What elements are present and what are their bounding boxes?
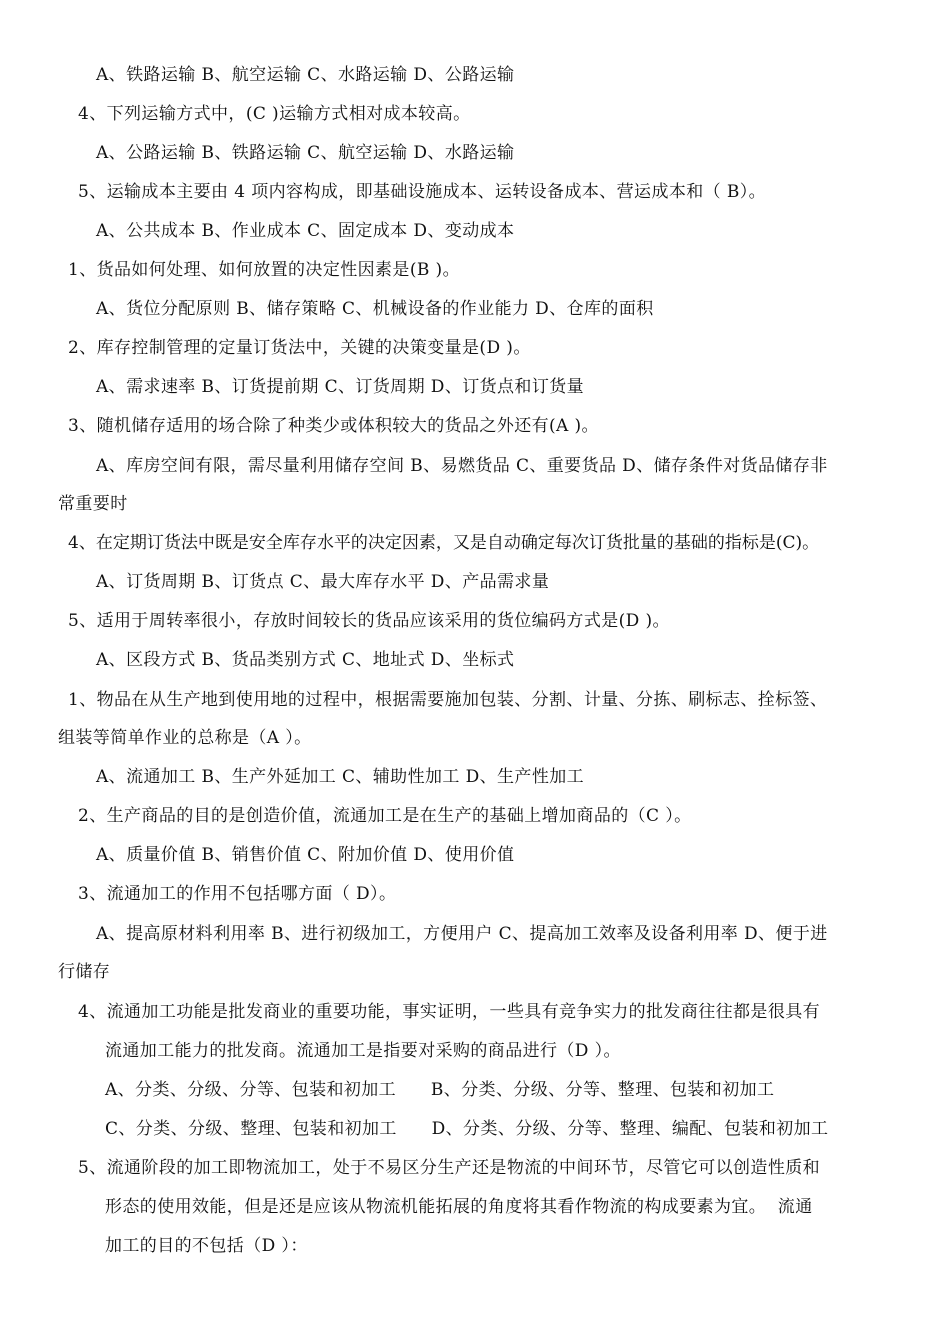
question-line-continued: 加工的目的不包括（D ）： [105,1236,308,1256]
question-line-continued: 组装等简单作业的总称是（A ）。 [58,728,312,748]
question-line: 4、下列运输方式中，(C )运输方式相对成本较高。 [78,104,471,124]
question-line: 5、适用于周转率很小，存放时间较长的货品应该采用的货位编码方式是(D )。 [68,611,670,631]
question-line: 5、流通阶段的加工即物流加工，处于不易区分生产还是物流的中间环节，尽管它可以创造性质和 [78,1158,821,1178]
option-line: A、分类、分级、分等、包装和初加工 B、分类、分级、分等、整理、包装和初加工 [105,1080,775,1100]
option-line: A、铁路运输 B、航空运输 C、水路运输 D、公路运输 [96,65,515,85]
question-line: 1、货品如何处理、如何放置的决定性因素是(B )。 [68,260,460,280]
option-line: A、订货周期 B、订货点 C、最大库存水平 D、产品需求量 [96,572,550,592]
question-line: 5、运输成本主要由 4 项内容构成，即基础设施成本、运转设备成本、营运成本和（ B）。 [78,182,767,202]
option-line-continued: 行储存 [58,962,111,982]
question-line: 3、流通加工的作用不包括哪方面（ D）。 [78,884,397,904]
question-line: 3、随机储存适用的场合除了种类少或体积较大的货品之外还有(A )。 [68,416,599,436]
question-line: 4、在定期订货法中既是安全库存水平的决定因素，又是自动确定每次订货批量的基础的指标是(C)。 [68,533,820,553]
option-line: C、分类、分级、整理、包装和初加工 D、分类、分级、分等、整理、编配、包装和初加工 [105,1119,829,1139]
question-line-continued: 流通加工能力的批发商。流通加工是指要对采购的商品进行（D ）。 [105,1041,621,1061]
option-line: A、提高原材料利用率 B、进行初级加工，方便用户 C、提高加工效率及设备利用率 D、便于进 [96,924,828,944]
option-line: A、库房空间有限，需尽量利用储存空间 B、易燃货品 C、重要货品 D、储存条件对货品储存非 [96,456,828,476]
question-line: 1、物品在从生产地到使用地的过程中，根据需要施加包装、分割、计量、分拣、刷标志、拴标签、 [68,690,828,710]
option-line: A、货位分配原则 B、储存策略 C、机械设备的作业能力 D、仓库的面积 [96,299,654,319]
option-line: A、流通加工 B、生产外延加工 C、辅助性加工 D、生产性加工 [96,767,585,787]
option-line: A、公共成本 B、作业成本 C、固定成本 D、变动成本 [96,221,515,241]
option-line: A、需求速率 B、订货提前期 C、订货周期 D、订货点和订货量 [96,377,585,397]
option-line-continued: 常重要时 [58,494,128,514]
option-line: A、质量价值 B、销售价值 C、附加价值 D、使用价值 [96,845,515,865]
question-line: 2、生产商品的目的是创造价值，流通加工是在生产的基础上增加商品的（C ）。 [78,806,692,826]
question-line-continued: 形态的使用效能，但是还是应该从物流机能拓展的角度将其看作物流的构成要素为宜。 流通 [105,1197,813,1217]
option-line: A、区段方式 B、货品类别方式 C、地址式 D、坐标式 [96,650,515,670]
option-line: A、公路运输 B、铁路运输 C、航空运输 D、水路运输 [96,143,515,163]
question-line: 2、库存控制管理的定量订货法中，关键的决策变量是(D )。 [68,338,531,358]
question-line: 4、流通加工功能是批发商业的重要功能，事实证明，一些具有竞争实力的批发商往往都是很具有 [78,1002,821,1022]
